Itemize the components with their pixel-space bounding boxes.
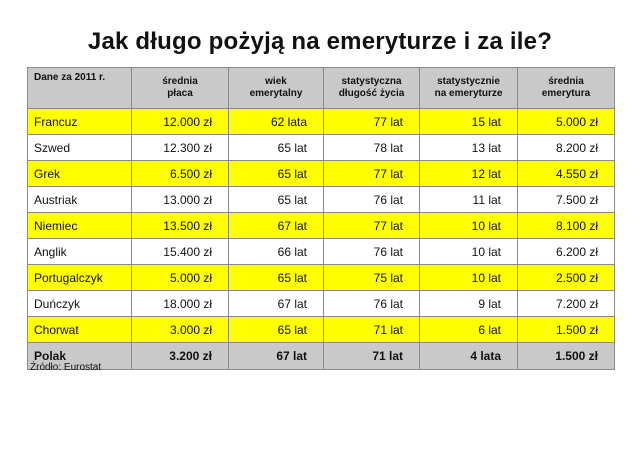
table-cell: 12 lat <box>420 161 518 187</box>
table-cell: 71 lat <box>324 317 420 343</box>
table-cell: 71 lat <box>324 343 420 370</box>
table-cell: 7.500 zł <box>518 187 615 213</box>
table-row <box>28 187 615 213</box>
table-cell: 1.500 zł <box>518 343 615 370</box>
table-cell: 76 lat <box>324 239 420 265</box>
table-cell: 10 lat <box>420 265 518 291</box>
table-cell: 5.000 zł <box>518 109 615 135</box>
table-cell: 65 lat <box>229 317 324 343</box>
country-cell: Polak <box>28 343 132 370</box>
table-cell: 5.000 zł <box>132 265 229 291</box>
country-cell: Portugalczyk <box>28 265 132 291</box>
table-cell: 12.000 zł <box>132 109 229 135</box>
table-cell: 9 lat <box>420 291 518 317</box>
table-row <box>28 109 615 135</box>
table-cell: 12.300 zł <box>132 135 229 161</box>
table-row <box>28 291 615 317</box>
table-cell: 8.100 zł <box>518 213 615 239</box>
table-cell: 2.500 zł <box>518 265 615 291</box>
table-cell: 13 lat <box>420 135 518 161</box>
table-cell: 13.500 zł <box>132 213 229 239</box>
page-title: Jak długo pożyją na emeryturze i za ile? <box>87 28 553 55</box>
table-cell: 7.200 zł <box>518 291 615 317</box>
table-cell: 4.550 zł <box>518 161 615 187</box>
country-cell: Duńczyk <box>28 291 132 317</box>
table-cell: 13.000 zł <box>132 187 229 213</box>
table-row <box>28 239 615 265</box>
table-cell: 6.500 zł <box>132 161 229 187</box>
source-note: Źródło: Eurostat <box>30 362 102 373</box>
table-cell: 77 lat <box>324 213 420 239</box>
table-cell: 10 lat <box>420 213 518 239</box>
table-cell: 77 lat <box>324 109 420 135</box>
table-row <box>28 265 615 291</box>
data-table <box>27 67 615 370</box>
table-row <box>28 135 615 161</box>
table-cell: 75 lat <box>324 265 420 291</box>
column-header: Dane za 2011 r. <box>28 68 132 109</box>
country-cell: Austriak <box>28 187 132 213</box>
column-header: statystyczna długość życia <box>324 68 420 109</box>
table-cell: 11 lat <box>420 187 518 213</box>
table-cell: 15.400 zł <box>132 239 229 265</box>
country-cell: Chorwat <box>28 317 132 343</box>
table-cell: 3.000 zł <box>132 317 229 343</box>
table-cell: 8.200 zł <box>518 135 615 161</box>
table-cell: 15 lat <box>420 109 518 135</box>
column-header: średnia płaca <box>132 68 229 109</box>
table-cell: 65 lat <box>229 265 324 291</box>
table-cell: 65 lat <box>229 135 324 161</box>
column-header: statystycznie na emeryturze <box>420 68 518 109</box>
table-row <box>28 213 615 239</box>
table-cell: 67 lat <box>229 291 324 317</box>
country-cell: Szwed <box>28 135 132 161</box>
table-cell: 65 lat <box>229 161 324 187</box>
table-cell: 78 lat <box>324 135 420 161</box>
table-cell: 67 lat <box>229 343 324 370</box>
table-row-total <box>28 343 615 370</box>
country-cell: Francuz <box>28 109 132 135</box>
table-cell: 76 lat <box>324 291 420 317</box>
country-cell: Niemiec <box>28 213 132 239</box>
column-header: wiek emerytalny <box>229 68 324 109</box>
table-cell: 77 lat <box>324 161 420 187</box>
table-cell: 4 lata <box>420 343 518 370</box>
table-row <box>28 317 615 343</box>
table-cell: 67 lat <box>229 213 324 239</box>
table-header-row <box>28 68 615 109</box>
table-row <box>28 161 615 187</box>
table-cell: 10 lat <box>420 239 518 265</box>
table-cell: 76 lat <box>324 187 420 213</box>
column-header: średnia emerytura <box>518 68 615 109</box>
table-cell: 66 lat <box>229 239 324 265</box>
table-cell: 62 lata <box>229 109 324 135</box>
table-cell: 3.200 zł <box>132 343 229 370</box>
table-cell: 6 lat <box>420 317 518 343</box>
country-cell: Anglik <box>28 239 132 265</box>
table-cell: 18.000 zł <box>132 291 229 317</box>
table-cell: 1.500 zł <box>518 317 615 343</box>
country-cell: Grek <box>28 161 132 187</box>
table-cell: 65 lat <box>229 187 324 213</box>
table-cell: 6.200 zł <box>518 239 615 265</box>
